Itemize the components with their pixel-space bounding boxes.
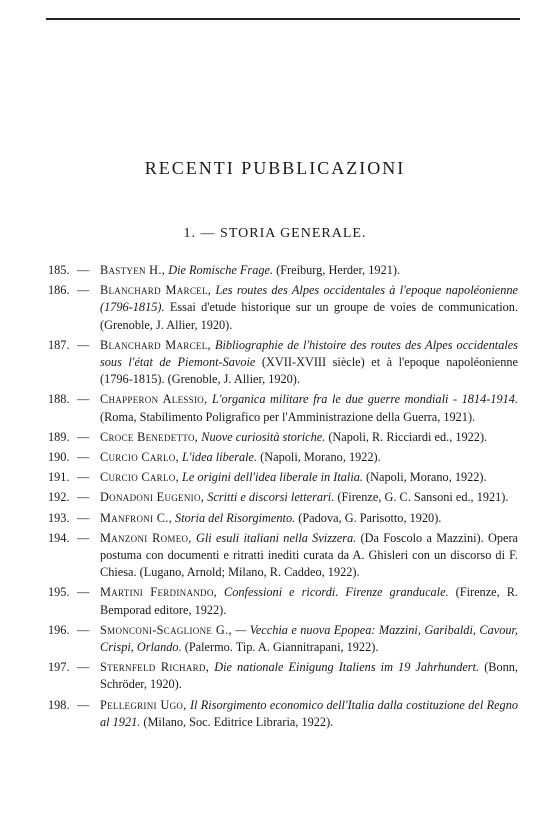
entry-details: (Firenze, G. C. Sansoni ed., 1921). [337,490,509,505]
list-item [48,622,518,656]
entry-author: Bastyen H., [100,263,166,277]
entry-details: (Firenze, R. Bemporad editore, 1922). [100,585,518,617]
entry-number: 186. [48,283,70,298]
entry-author: Blanchard Marcel, [100,283,212,298]
entry-number: 190. [48,450,70,465]
entry-number: 197. [48,660,70,675]
entry-number: 195. [48,585,70,600]
list-item [48,659,518,693]
entry-number: 188. [48,392,70,407]
entry-title: Bibliographie de l'histoire des routes des Alpes occidentales sous l'état de Piemont-Savoie [100,337,519,370]
entry-dash: — [77,622,90,637]
page-title: RECENTI PUBBLICAZIONI [144,158,406,178]
entry-author: Manzoni Romeo, [100,530,192,545]
entry-details: (Napoli, Morano, 1922). [366,470,487,485]
entry-details: (Roma, Stabilimento Poligrafico per l'Amministrazione della Guerra, 1921). [100,409,476,424]
list-item [48,469,518,486]
entry-dash: — [77,585,90,600]
entry-author: Pellegrini Ugo, [100,697,187,712]
entry-title: — Vecchia e nuova Epopea: Mazzini, Garibaldi, Cavour, Crispi, Orlando. [100,622,518,655]
entry-details: (Napoli, R. Ricciardi ed., 1922). [328,429,488,444]
entry-number: 194. [48,530,70,545]
entry-author: Croce Benedetto, [100,429,199,444]
list-item [48,489,518,506]
entry-title: Die Romische Frage. [168,263,274,277]
entry-number: 196. [48,622,70,637]
entry-title: Le origini dell'idea liberale in Italia. [182,470,363,485]
entry-dash: — [77,530,90,545]
list-item [48,584,518,618]
entry-details: (Da Foscolo a Mazzini). Opera postuma con documenti e ritratti inediti curata da A. Ghisleri con un discorso di F. Chiesa. (Lugano, Arnold; Milano, R. Caddeo, 1922). [100,530,518,580]
entry-author: Donadoni Eugenio, [100,490,205,505]
list-item [48,697,518,731]
entry-author: Manfroni C., [100,510,172,525]
entry-title: Nuove curiosità storiche. [201,429,326,444]
entry-details: Essai d'etude historique sur un groupe de voies de communication. (Grenoble, J. Allier, 1920). [100,300,518,332]
entry-title: Confessioni e ricordi. Firenze granducale. [224,585,449,600]
entry-details: (Palermo. Tip. A. Giannitrapani, 1922). [184,640,379,655]
list-item [48,510,518,527]
entry-title: L'idea liberale. [182,450,258,465]
entry-dash: — [77,392,90,407]
entry-number: 191. [48,470,70,485]
entry-details: (Milano, Soc. Editrice Libraria, 1922). [143,714,334,729]
entry-details: (XVII-XVIII siècle) et à l'epoque napoléonienne (1796-1815). (Grenoble, J. Allier, 1920). [100,355,518,387]
entry-author: Blanchard Marcel, [100,337,211,352]
entry-dash: — [77,263,90,277]
entry-details: (Padova, G. Parisotto, 1920). [298,510,442,525]
entry-dash: — [77,429,90,444]
bibliography-list [48,262,518,734]
entry-dash: — [77,283,90,298]
entry-dash: — [77,510,90,525]
entry-number: 185. [48,263,70,277]
entry-title: Die nationale Einigung Italiens im 19 Jahrhundert. [214,660,480,675]
entry-dash: — [77,660,90,675]
entry-details: (Napoli, Morano, 1922). [260,450,381,465]
entry-title: Storia del Risorgimento. [175,510,296,525]
entry-title: Gli esuli italiani nella Svizzera. [195,530,357,545]
entry-dash: — [77,470,90,485]
entry-dash: — [77,697,90,712]
entry-title: L'organica militare fra le due guerre mondiali - 1814-1914. [212,392,518,407]
entry-title: Il Risorgimento economico dell'Italia dalla costituzione del Regno al 1921. [100,697,518,729]
entry-number: 192. [48,490,70,505]
entry-number: 187. [48,337,70,352]
list-item [48,282,518,334]
entry-number: 189. [48,429,70,444]
entry-title: Les routes des Alpes occidentales à l'epoque napoléonienne (1796-1815). [100,283,519,315]
list-item [48,337,518,389]
list-item [48,429,518,446]
entry-author: Chapperon Alessio, [100,392,208,407]
entry-number: 198. [48,697,70,712]
entry-details: (Bonn, Schröder, 1920). [100,660,519,692]
top-rule [46,18,520,20]
entry-author: Sternfeld Richard, [100,660,210,675]
entry-dash: — [77,450,90,465]
entry-author: Martini Ferdinando, [100,585,218,600]
entry-author: Curcio Carlo, [100,450,179,465]
entry-author: Curcio Carlo, [100,470,179,485]
list-item [48,449,518,466]
entry-details: (Freiburg, Herder, 1921). [276,263,401,277]
list-item [48,391,518,425]
section-heading: 1. — STORIA GENERALE. [183,226,367,241]
entry-author: Smonconi-Scaglione G., [100,622,232,637]
list-item [48,262,518,279]
entry-number: 193. [48,510,70,525]
entry-title: Scritti e discorsi letterari. [207,490,335,505]
entry-dash: — [77,337,90,352]
entry-dash: — [77,490,90,505]
list-item [48,530,518,582]
